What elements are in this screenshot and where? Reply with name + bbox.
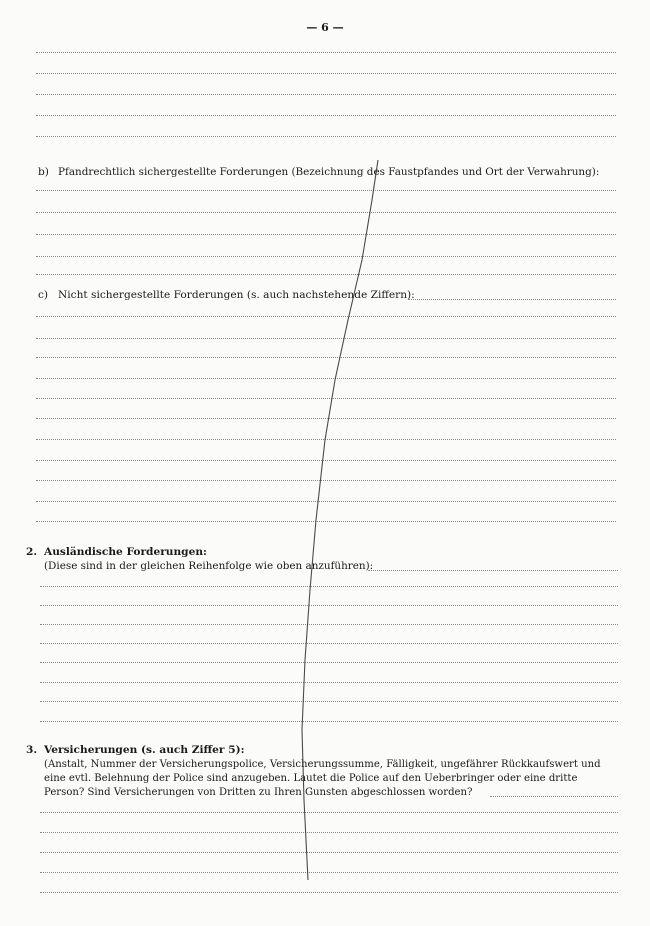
answer-line[interactable] — [408, 299, 616, 300]
blank-line[interactable] — [40, 682, 618, 683]
blank-line[interactable] — [36, 418, 616, 419]
blank-line[interactable] — [40, 586, 618, 587]
answer-line[interactable] — [368, 570, 618, 571]
blank-line[interactable] — [40, 662, 618, 663]
section-3-heading: Versicherungen (s. auch Ziffer 5): — [44, 744, 245, 756]
blank-line[interactable] — [40, 832, 618, 833]
section-2-number: 2. — [26, 546, 38, 558]
section-3-line-1: (Anstalt, Nummer der Versicherungspolice, Versicherungssumme, Fälligkeit, ungefährer Rückkaufswert und — [44, 759, 601, 770]
blank-line[interactable] — [40, 721, 618, 722]
section-3-line-2: eine evtl. Belehnung der Police sind anzugeben. Lautet die Police auf den Ueberbringer oder eine dritte — [44, 773, 578, 784]
blank-line[interactable] — [36, 316, 616, 317]
blank-line[interactable] — [36, 73, 616, 74]
blank-line[interactable] — [36, 357, 616, 358]
blank-line[interactable] — [36, 52, 616, 53]
blank-line[interactable] — [40, 892, 618, 893]
blank-line[interactable] — [36, 439, 616, 440]
blank-line[interactable] — [36, 521, 616, 522]
section-3-number: 3. — [26, 744, 38, 756]
blank-line[interactable] — [36, 460, 616, 461]
section-c-text: Nicht sichergestellte Forderungen (s. auch nachstehende Ziffern): — [58, 289, 415, 301]
blank-line[interactable] — [40, 624, 618, 625]
section-c-label: c) — [38, 289, 49, 301]
blank-line[interactable] — [36, 190, 616, 191]
blank-line[interactable] — [40, 812, 618, 813]
section-2-heading: Ausländische Forderungen: — [44, 546, 207, 558]
blank-line[interactable] — [36, 136, 616, 137]
answer-line[interactable] — [490, 796, 618, 797]
page-number: — 6 — — [306, 21, 344, 34]
blank-line[interactable] — [36, 94, 616, 95]
blank-line[interactable] — [36, 378, 616, 379]
section-2-note: (Diese sind in der gleichen Reihenfolge wie oben anzuführen): — [44, 560, 374, 572]
blank-line[interactable] — [36, 501, 616, 502]
blank-line[interactable] — [40, 643, 618, 644]
blank-line[interactable] — [36, 338, 616, 339]
section-3-line-3: Person? Sind Versicherungen von Dritten zu Ihren Gunsten abgeschlossen worden? — [44, 787, 473, 798]
blank-line[interactable] — [36, 398, 616, 399]
blank-line[interactable] — [36, 212, 616, 213]
blank-line[interactable] — [40, 852, 618, 853]
section-b-label: b) — [38, 166, 49, 178]
blank-line[interactable] — [36, 274, 616, 275]
blank-line[interactable] — [36, 234, 616, 235]
blank-line[interactable] — [40, 872, 618, 873]
blank-line[interactable] — [40, 605, 618, 606]
blank-line[interactable] — [40, 701, 618, 702]
blank-line[interactable] — [36, 115, 616, 116]
section-b-text: Pfandrechtlich sichergestellte Forderungen (Bezeichnung des Faustpfandes und Ort der Verwahrung): — [58, 166, 600, 178]
blank-line[interactable] — [36, 256, 616, 257]
blank-line[interactable] — [36, 480, 616, 481]
